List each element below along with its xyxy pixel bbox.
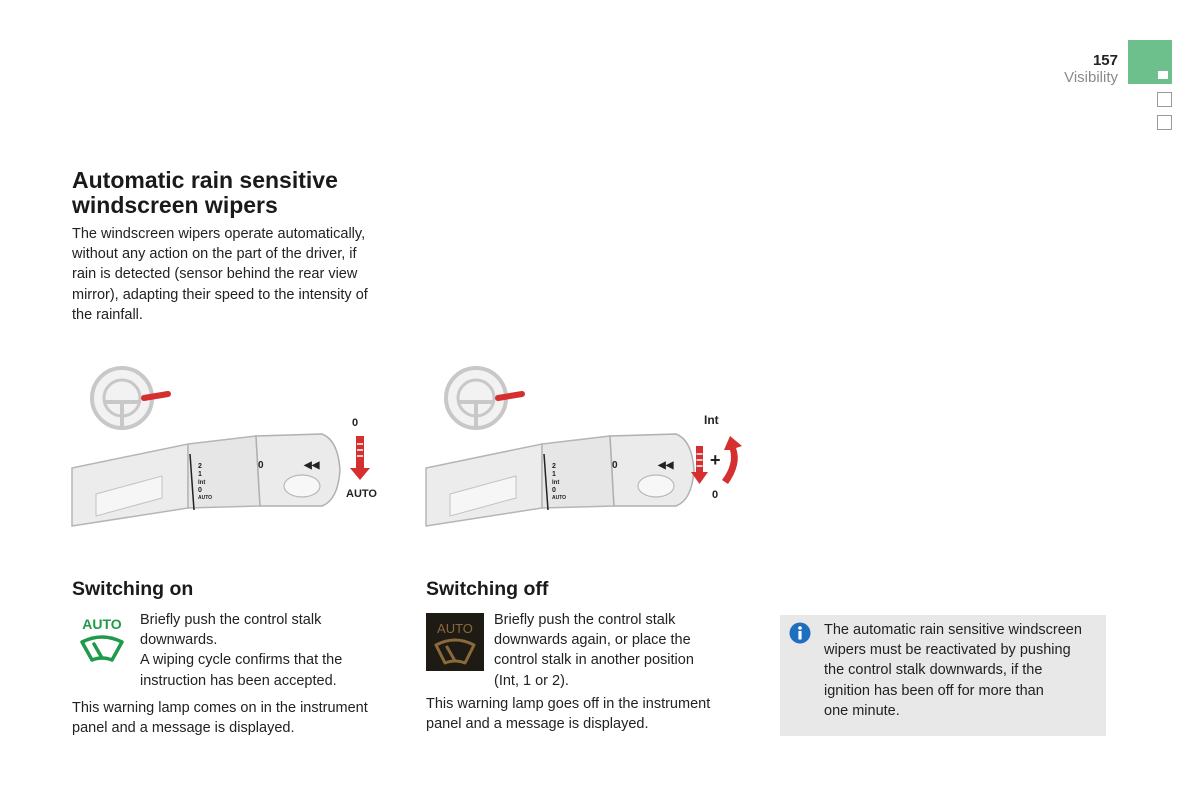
- switching-off-heading: Switching off: [426, 578, 549, 600]
- plus-sign: +: [710, 450, 721, 470]
- intro-paragraph: [72, 224, 368, 325]
- rotate-up-arrow-icon: [722, 436, 742, 484]
- rewind-icon: ◀◀: [658, 460, 674, 471]
- chapter-tab-box: [1157, 115, 1172, 130]
- stalk-position-label: 1: [198, 471, 202, 478]
- info-line: the control stalk downwards, if the: [824, 662, 1043, 679]
- chapter-tab-marker: [1158, 71, 1168, 79]
- title-line: windscreen wipers: [72, 192, 278, 218]
- note-line: panel and a message is displayed.: [72, 720, 295, 737]
- page-number: 157: [1092, 52, 1118, 69]
- chapter-tab-box: [1157, 92, 1172, 107]
- section-name: Visibility: [1064, 69, 1118, 86]
- instruction-line: A wiping cycle confirms that the: [140, 652, 343, 669]
- instruction-line: instruction has been accepted.: [140, 672, 337, 689]
- switching-off-instructions: [494, 610, 694, 691]
- rewind-icon: ◀◀: [304, 460, 320, 471]
- position-label-bottom: AUTO: [346, 488, 377, 500]
- push-down-arrow-icon: [350, 436, 370, 480]
- position-label-top: 0: [352, 417, 359, 429]
- instruction-line: control stalk in another position: [494, 652, 694, 669]
- instruction-line: downwards again, or place the: [494, 632, 691, 649]
- wiper-stalk-on-illustration: [70, 358, 400, 538]
- position-label-bottom: 0: [712, 489, 719, 501]
- info-icon: [789, 622, 811, 644]
- intro-line: rain is detected (sensor behind the rear view: [72, 266, 358, 283]
- title-line: Automatic rain sensitive: [72, 167, 338, 193]
- auto-wiper-lamp-off-icon: [426, 613, 484, 671]
- info-line: The automatic rain sensitive windscreen: [824, 622, 1082, 638]
- page-title: [72, 168, 338, 218]
- info-text: [824, 620, 1082, 721]
- info-line: wipers must be reactivated by pushing: [824, 642, 1071, 659]
- intro-line: The windscreen wipers operate automatically,: [72, 226, 366, 242]
- stalk-position-label: 2: [198, 463, 202, 470]
- ring-position-label: 0: [258, 460, 264, 471]
- note-line: This warning lamp goes off in the instrument: [426, 696, 711, 712]
- instruction-line: (Int, 1 or 2).: [494, 672, 569, 689]
- switching-off-note: [426, 694, 710, 734]
- instruction-line: downwards.: [140, 632, 218, 649]
- wiper-stalk-off-illustration: [424, 358, 754, 538]
- note-line: This warning lamp comes on in the instrument: [72, 700, 368, 716]
- switching-on-heading: Switching on: [72, 578, 194, 600]
- instruction-line: Briefly push the control stalk: [494, 612, 676, 628]
- info-line: ignition has been off for more than: [824, 682, 1044, 699]
- stalk-highlight: [144, 394, 168, 398]
- stalk-highlight: [498, 394, 522, 398]
- stalk-position-label: Int: [552, 480, 560, 486]
- switching-on-note: [72, 698, 368, 738]
- lamp-text: AUTO: [437, 621, 473, 636]
- stalk-position-label: AUTO: [198, 495, 213, 501]
- info-line: one minute.: [824, 702, 900, 719]
- stalk-position-label: AUTO: [552, 495, 567, 501]
- ring-position-label: 0: [612, 460, 618, 471]
- auto-wiper-lamp-on-icon: [74, 612, 130, 670]
- switching-on-instructions: [140, 610, 342, 691]
- stalk-position-label: 0: [552, 487, 556, 494]
- intro-line: mirror), adapting their speed to the intensity of: [72, 286, 368, 303]
- stalk-position-label: 1: [552, 471, 556, 478]
- stalk-position-label: 2: [552, 463, 556, 470]
- intro-line: the rainfall.: [72, 306, 143, 323]
- note-line: panel and a message is displayed.: [426, 716, 649, 733]
- stalk-position-label: 0: [198, 487, 202, 494]
- intro-line: without any action on the part of the driver, if: [72, 246, 357, 263]
- instruction-line: Briefly push the control stalk: [140, 612, 322, 628]
- lamp-text: AUTO: [82, 616, 122, 632]
- stalk-position-label: Int: [198, 480, 206, 486]
- position-label-top: Int: [704, 413, 719, 427]
